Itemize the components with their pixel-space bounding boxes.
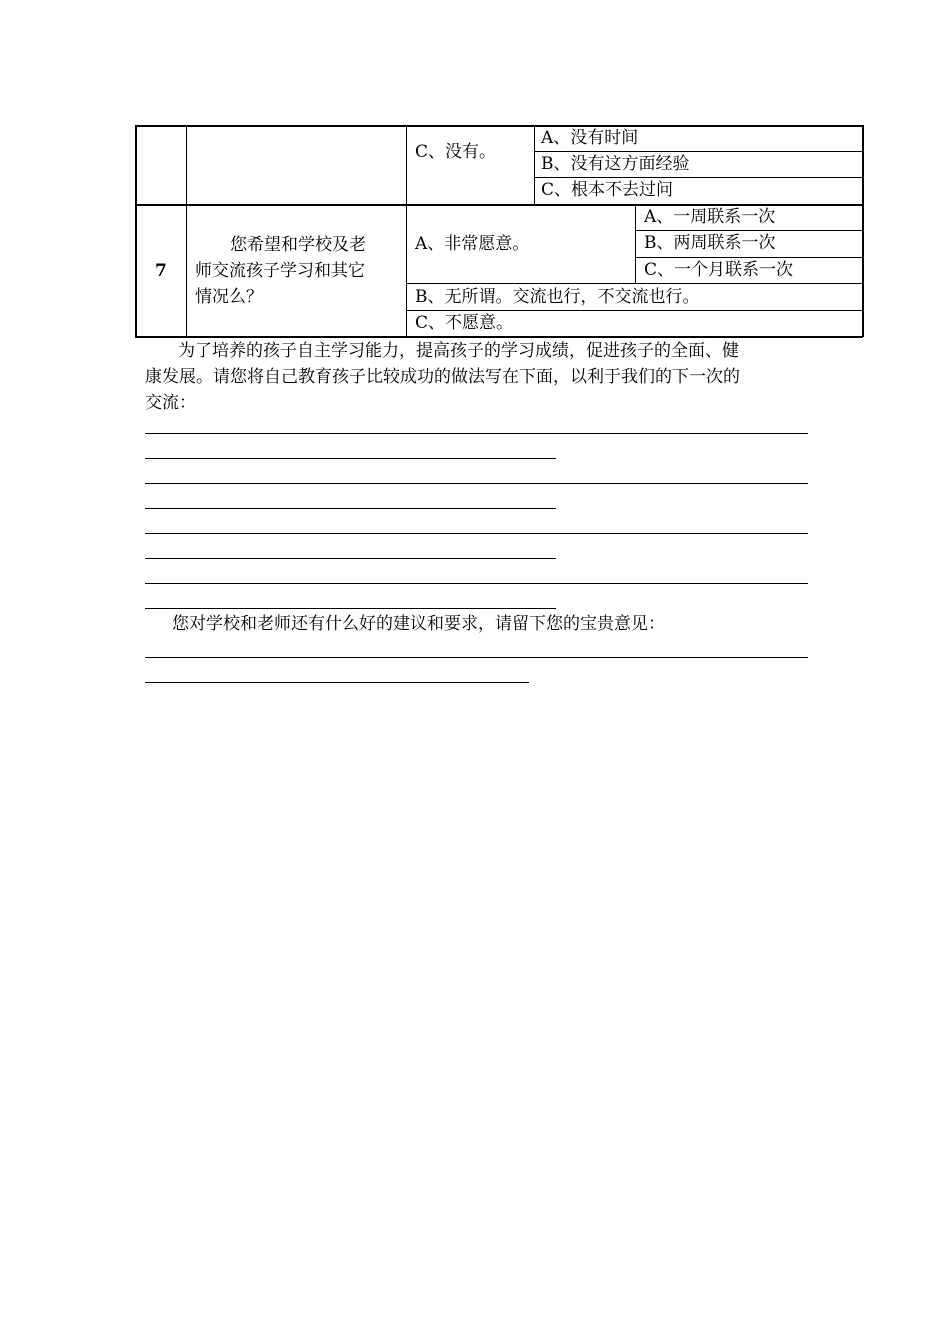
row7-option-b: B、无所谓。交流也行，不交流也行。 [415,287,700,307]
question-text-line3: 情况么？ [195,287,263,307]
table-column-line [534,125,535,204]
row7-option-a: A、非常愿意。 [415,234,530,254]
table-border-right [862,125,864,337]
answer-line[interactable] [145,458,556,459]
question-number: 7 [155,261,167,281]
answer-line[interactable] [145,608,556,609]
suggestion-line[interactable] [145,657,808,658]
answer-line[interactable] [145,433,808,434]
row6-option-c: C、没有。 [415,142,497,162]
section2-prompt: 您对学校和老师还有什么好的建议和要求，请留下您的宝贵意见： [172,614,665,634]
row7-sub-option-a: A、一周联系一次 [644,207,776,227]
section1-line3: 交流： [145,393,196,413]
row7-sub-option-b: B、两周联系一次 [644,233,776,253]
row6-sub-option-c: C、根本不去过问 [541,180,674,200]
section1-line2: 康发展。请您将自己教育孩子比较成功的做法写在下面，以利于我们的下一次的 [145,367,740,387]
answer-line[interactable] [145,533,808,534]
answer-line[interactable] [145,483,808,484]
row7-option-c: C、不愿意。 [415,313,514,333]
section1-line1: 为了培养的孩子自主学习能力，提高孩子的学习成绩，促进孩子的全面、健 [178,341,739,361]
table-column-line [635,204,636,284]
table-column-line [406,125,407,337]
table-column-line [186,125,187,337]
table-border-top [135,125,863,127]
suggestion-line[interactable] [145,682,529,683]
question-text-line2: 师交流孩子学习和其它 [195,261,365,281]
row7-sub-option-c: C、一个月联系一次 [644,260,794,280]
table-border-left [135,125,137,337]
answer-line[interactable] [145,508,556,509]
answer-line[interactable] [145,583,808,584]
row6-sub-option-a: A、没有时间 [541,128,639,148]
answer-line[interactable] [145,558,556,559]
row6-sub-option-b: B、没有这方面经验 [541,154,690,174]
question-text-line1: 您希望和学校及老 [230,235,366,255]
